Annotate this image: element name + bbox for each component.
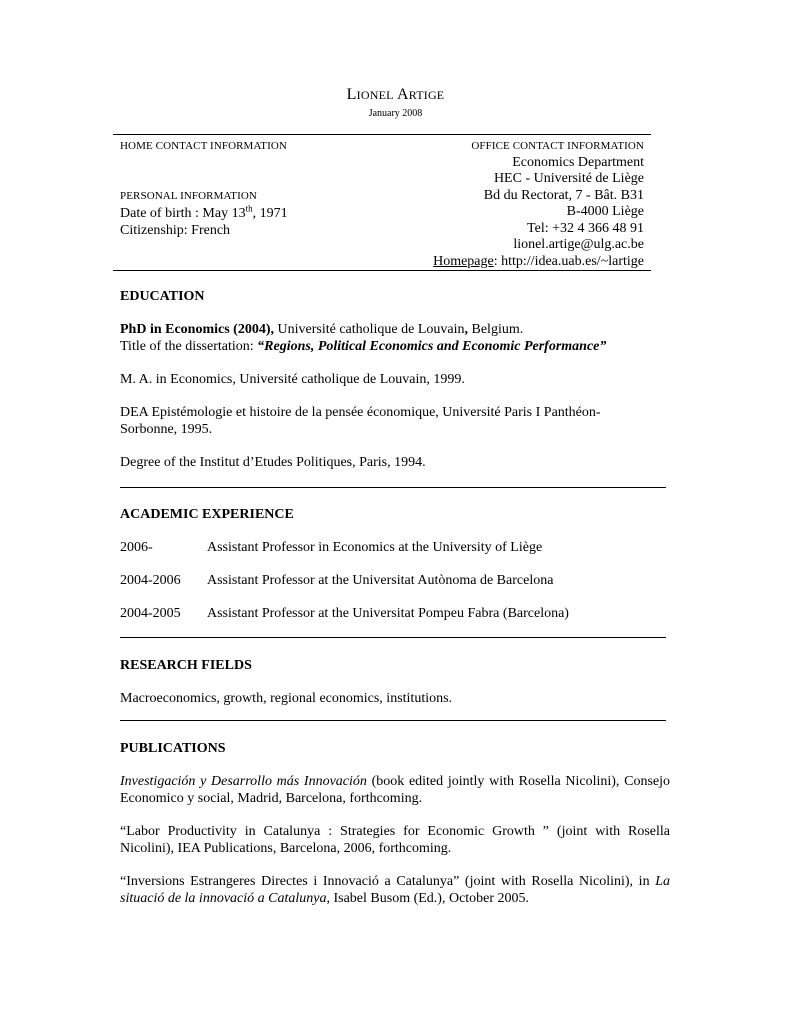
experience-years: 2004-2006 — [120, 573, 181, 588]
office-line: B-4000 Liège — [566, 204, 644, 219]
phd-entry — [120, 321, 670, 355]
publications-section — [120, 740, 670, 907]
experience-divider — [120, 637, 666, 638]
education-section — [120, 288, 670, 471]
contact-left-column — [120, 138, 288, 239]
header-divider — [113, 134, 651, 135]
cv-date: January 2008 — [368, 108, 423, 119]
office-line: Tel: +32 4 366 48 91 — [527, 220, 644, 236]
experience-row — [120, 572, 670, 589]
experience-heading: ACADEMIC EXPERIENCE — [120, 507, 294, 522]
dissertation-title: “Regions, Political Economics and Economic Performance” — [257, 339, 607, 354]
homepage-line — [433, 254, 644, 271]
home-contact-heading: HOME CONTACT INFORMATION — [120, 140, 287, 152]
name-first-rest: IONEL — [356, 88, 394, 102]
research-heading: RESEARCH FIELDS — [120, 658, 252, 673]
publication-item — [120, 873, 670, 907]
phd-country: Belgium. — [468, 322, 524, 337]
publication-item: “Labor Productivity in Catalunya : Strategies for Economic Growth ” (joint with Rosella Nicolini), IEA Publications, Barcelona, 2006, forthcoming. — [120, 824, 670, 856]
contact-right-column — [433, 138, 644, 270]
experience-text: Assistant Professor at the Universitat Autònoma de Barcelona — [207, 573, 554, 588]
office-email[interactable]: lionel.artige@ulg.ac.be — [513, 237, 644, 252]
office-line: Economics Department — [512, 154, 644, 170]
education-divider — [120, 487, 666, 488]
publication-details: (book edited jointly with Rosella Nicolini), Consejo Economico y social, Madrid, Barcelona, forthcoming. — [120, 774, 670, 806]
experience-row — [120, 539, 670, 556]
phd-degree: PhD in Economics (2004), — [120, 322, 274, 337]
dob-prefix: Date of birth : May 13 — [120, 206, 246, 221]
publication-details: “Inversions Estrangeres Directes i Innovació a Catalunya” (joint with Rosella Nicolini), in — [120, 874, 656, 889]
education-heading: EDUCATION — [120, 289, 205, 304]
research-divider — [120, 720, 666, 721]
citizenship: Citizenship: French — [120, 223, 231, 238]
homepage-link[interactable]: : http://idea.uab.es/~lartige — [493, 253, 644, 269]
homepage-label: Homepage — [433, 253, 494, 269]
office-contact-heading: OFFICE CONTACT INFORMATION — [471, 140, 644, 152]
ma-entry: M. A. in Economics, Université catholique de Louvain, 1999. — [120, 372, 465, 387]
experience-text: Assistant Professor in Economics at the University of Liège — [207, 540, 543, 555]
experience-row — [120, 605, 670, 622]
research-section — [120, 657, 670, 707]
publication-title: Investigación y Desarrollo más Innovación — [120, 774, 367, 789]
phd-comma: , — [464, 322, 468, 337]
publication-details: , Isabel Busom (Ed.), October 2005. — [326, 891, 530, 906]
iep-entry: Degree of the Institut d’Etudes Politiques, Paris, 1994. — [120, 455, 426, 470]
dea-entry: DEA Epistémologie et histoire de la pensée économique, Université Paris I Panthéon-Sorbonne, 1995. — [120, 405, 601, 437]
experience-years: 2006- — [120, 540, 153, 555]
publication-item — [120, 773, 670, 807]
experience-section — [120, 506, 670, 622]
name-last-initial: A — [396, 86, 409, 103]
name-last-rest: RTIGE — [408, 88, 445, 102]
publications-heading: PUBLICATIONS — [120, 741, 226, 756]
research-text: Macroeconomics, growth, regional economics, institutions. — [120, 691, 453, 706]
dob-suffix: , 1971 — [252, 206, 288, 221]
dissertation-label: Title of the dissertation: — [120, 339, 258, 354]
office-line: HEC - Université de Liège — [493, 171, 644, 186]
contact-divider — [113, 270, 651, 271]
experience-text: Assistant Professor at the Universitat Pompeu Fabra (Barcelona) — [207, 606, 569, 621]
personal-info-heading: PERSONAL INFORMATION — [120, 190, 257, 202]
publication-title: La situació de la innovació a Catalunya — [120, 874, 670, 906]
experience-years: 2004-2005 — [120, 606, 181, 621]
phd-university: Université catholique de Louvain — [274, 322, 465, 337]
name-first-initial: L — [346, 86, 357, 103]
date-of-birth — [120, 205, 288, 222]
office-line: Bd du Rectorat, 7 - Bât. B31 — [483, 187, 644, 203]
cv-name — [0, 86, 791, 104]
dob-sup: th — [245, 203, 253, 214]
